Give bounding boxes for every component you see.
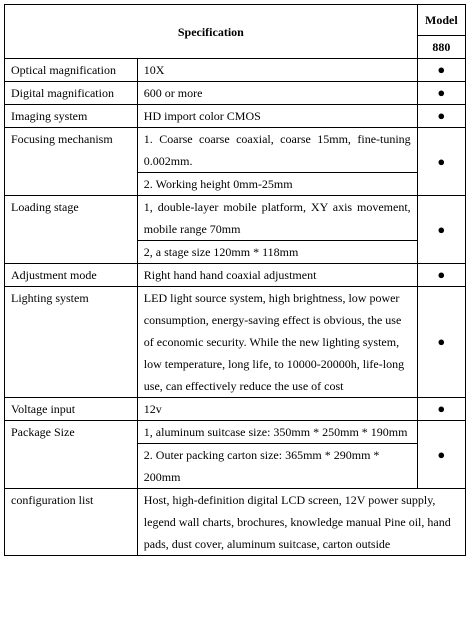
row-value: Host, high-definition digital LCD screen, 12V power supply, legend wall charts, brochures, knowledge manual Pine oil, hand pads, dust cover, aluminum suitcase, carton outside — [137, 489, 465, 556]
row-value: 2. Outer packing carton size: 365mm * 290mm * 200mm — [137, 444, 417, 489]
row-label: Focusing mechanism — [5, 128, 138, 196]
row-label: configuration list — [5, 489, 138, 556]
row-value: 12v — [137, 398, 417, 421]
row-value: 10X — [137, 59, 417, 82]
model-number-header: 880 — [417, 36, 465, 59]
row-value: 2, a stage size 120mm * 118mm — [137, 241, 417, 264]
row-value: 1, aluminum suitcase size: 350mm * 250mm * 190mm — [137, 421, 417, 444]
row-label: Loading stage — [5, 196, 138, 264]
specification-table — [4, 4, 466, 556]
specification-header: Specification — [5, 5, 418, 59]
row-value: LED light source system, high brightness, low power consumption, energy-saving effect is obvious, the use of economic security. While the new lighting system, low temperature, long life, to 10000-20000h, life-long use, can effectively reduce the use of cost — [137, 287, 417, 398]
row-value: HD import color CMOS — [137, 105, 417, 128]
row-value: Right hand hand coaxial adjustment — [137, 264, 417, 287]
included-mark: ● — [417, 398, 465, 421]
row-label: Package Size — [5, 421, 138, 489]
included-mark: ● — [417, 128, 465, 196]
included-mark: ● — [417, 287, 465, 398]
included-mark: ● — [417, 196, 465, 264]
row-label: Optical magnification — [5, 59, 138, 82]
row-label: Digital magnification — [5, 82, 138, 105]
row-label: Adjustment mode — [5, 264, 138, 287]
row-value: 1. Coarse coarse coaxial, coarse 15mm, fine-tuning 0.002mm. — [137, 128, 417, 173]
included-mark: ● — [417, 59, 465, 82]
included-mark: ● — [417, 421, 465, 489]
included-mark: ● — [417, 82, 465, 105]
included-mark: ● — [417, 264, 465, 287]
row-value: 1, double-layer mobile platform, XY axis movement, mobile range 70mm — [137, 196, 417, 241]
row-label: Voltage input — [5, 398, 138, 421]
row-value: 600 or more — [137, 82, 417, 105]
row-label: Lighting system — [5, 287, 138, 398]
included-mark: ● — [417, 105, 465, 128]
model-header: Model — [417, 5, 465, 36]
row-label: Imaging system — [5, 105, 138, 128]
row-value: 2. Working height 0mm-25mm — [137, 173, 417, 196]
